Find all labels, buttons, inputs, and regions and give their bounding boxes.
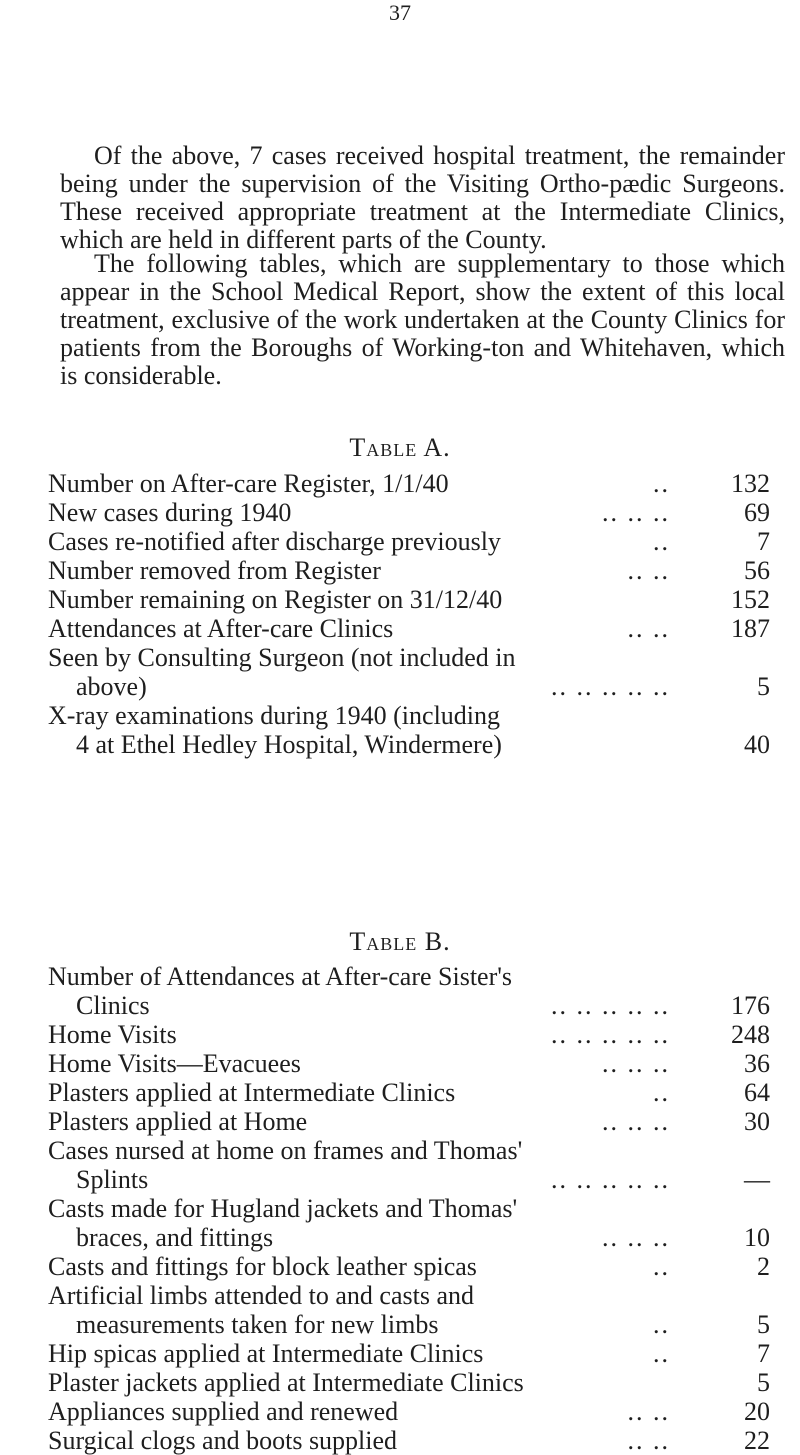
row-value: 30: [744, 1107, 770, 1136]
row-value: 64: [744, 1078, 770, 1107]
intro-paragraph: Of the above, 7 cases received hospital treatment, the remainder being under the supervision of the Visiting Ortho-pædic Surgeons. These received appropriate treatment at the Intermediate Clinics, which are held in different parts of the County.: [60, 141, 785, 254]
row-value: 22: [744, 1426, 770, 1455]
table-row: [48, 1368, 770, 1397]
table-a-title: Table A.: [349, 433, 451, 462]
table-b-heading: [0, 927, 800, 957]
table-b: [48, 962, 770, 1455]
row-value: 5: [757, 1368, 770, 1397]
table-row: [48, 1194, 770, 1252]
leader-dots: .. ..: [627, 556, 670, 585]
row-label: Casts and fittings for block leather spicas: [48, 1252, 477, 1281]
table-row: [48, 469, 770, 498]
row-label: Number on After-care Register, 1/1/40: [48, 469, 449, 498]
leader-dots: .. .. ..: [602, 1049, 670, 1078]
row-label-line-2: 4 at Ethel Hedley Hospital, Windermere): [76, 730, 502, 759]
table-row: [48, 1078, 770, 1107]
row-label-line-2: braces, and fittings: [76, 1223, 274, 1252]
leader-dots: .. .. .. .. ..: [551, 672, 670, 701]
row-label: Number removed from Register: [48, 556, 381, 585]
row-label-line-2: measurements taken for new limbs: [76, 1310, 439, 1339]
table-row: [48, 1107, 770, 1136]
row-label: Appliances supplied and renewed: [48, 1397, 399, 1426]
table-row: [48, 556, 770, 585]
supplementary-paragraph: The following tables, which are supplementary to those which appear in the School Medical Report, show the extent of this local treatment, exclusive of the work undertaken at the County Clinics for patients from the Boroughs of Working-ton and Whitehaven, which is considerable.: [60, 249, 785, 390]
leader-dots: .. .. .. .. ..: [551, 1165, 670, 1194]
row-label: [48, 1194, 688, 1252]
row-value: 56: [744, 556, 770, 585]
leader-dots: .. ..: [627, 1397, 670, 1426]
row-label: Plasters applied at Home: [48, 1107, 308, 1136]
row-value: 69: [744, 498, 770, 527]
table-row: [48, 614, 770, 643]
table-row: [48, 1020, 770, 1049]
row-label-line-1: Number of Attendances at After-care Sister's: [48, 962, 513, 991]
table-row: [48, 1426, 770, 1455]
row-label: [48, 1281, 688, 1339]
page-number: 37: [389, 0, 411, 25]
table-row: [48, 527, 770, 556]
row-value: 7: [757, 527, 770, 556]
row-value: 132: [731, 469, 770, 498]
table-row: [48, 1252, 770, 1281]
row-label: Home Visits—Evacuees: [48, 1049, 301, 1078]
table-b-title: Table B.: [349, 927, 451, 956]
row-label-line-1: X-ray examinations during 1940 (including: [48, 701, 501, 730]
row-label: [48, 701, 688, 759]
leader-dots: ..: [653, 527, 670, 556]
row-label-line-2: Clinics: [76, 991, 150, 1020]
table-a-heading: [0, 433, 800, 463]
row-label: New cases during 1940: [48, 498, 292, 527]
row-value: 40: [744, 730, 770, 759]
row-label-line-1: Cases nursed at home on frames and Thomas': [48, 1136, 523, 1165]
leader-dots: .. .. .. .. ..: [551, 991, 670, 1020]
row-value: 176: [731, 991, 770, 1020]
table-row: [48, 585, 770, 614]
table-row: [48, 962, 770, 1020]
row-label: Plasters applied at Intermediate Clinics: [48, 1078, 456, 1107]
table-row: [48, 643, 770, 701]
row-label: Surgical clogs and boots supplied: [48, 1426, 398, 1455]
leader-dots: .. .. ..: [602, 1107, 670, 1136]
leader-dots: .. ..: [627, 1426, 670, 1455]
row-label-line-1: Seen by Consulting Surgeon (not included in: [48, 643, 516, 672]
row-label: Plaster jackets applied at Intermediate Clinics: [48, 1368, 524, 1397]
leader-dots: ..: [653, 1339, 670, 1368]
row-value: 2: [757, 1252, 770, 1281]
table-row: [48, 498, 770, 527]
table-row: [48, 1136, 770, 1194]
row-label: Attendances at After-care Clinics: [48, 614, 394, 643]
leader-dots: ..: [653, 1252, 670, 1281]
row-label: Home Visits: [48, 1020, 177, 1049]
row-label: Number remaining on Register on 31/12/40: [48, 585, 503, 614]
row-label-line-2: above): [76, 672, 147, 701]
row-label: Hip spicas applied at Intermediate Clinics: [48, 1339, 484, 1368]
row-value: 5: [757, 1310, 770, 1339]
leader-dots: ..: [653, 1078, 670, 1107]
row-label-line-2: Splints: [76, 1165, 149, 1194]
row-value: 248: [731, 1020, 770, 1049]
table-row: [48, 1397, 770, 1426]
row-value: 187: [731, 614, 770, 643]
leader-dots: .. .. ..: [602, 1223, 670, 1252]
row-value: 20: [744, 1397, 770, 1426]
leader-dots: ..: [653, 469, 670, 498]
leader-dots: .. .. .. .. ..: [551, 1020, 670, 1049]
row-value: 7: [757, 1339, 770, 1368]
table-row: [48, 701, 770, 759]
leader-dots: .. ..: [627, 614, 670, 643]
table-row: [48, 1339, 770, 1368]
table-row: [48, 1049, 770, 1078]
row-label-line-1: Artificial limbs attended to and casts and: [48, 1281, 474, 1310]
table-row: [48, 1281, 770, 1339]
leader-dots: .. .. ..: [602, 498, 670, 527]
leader-dots: ..: [653, 1310, 670, 1339]
table-a: [48, 469, 770, 759]
row-value: 5: [757, 672, 770, 701]
row-label-line-1: Casts made for Hugland jackets and Thomas': [48, 1194, 518, 1223]
row-value: 152: [731, 585, 770, 614]
row-value: 36: [744, 1049, 770, 1078]
row-value: —: [744, 1165, 770, 1194]
row-value: 10: [744, 1223, 770, 1252]
row-label: Cases re-notified after discharge previously: [48, 527, 501, 556]
